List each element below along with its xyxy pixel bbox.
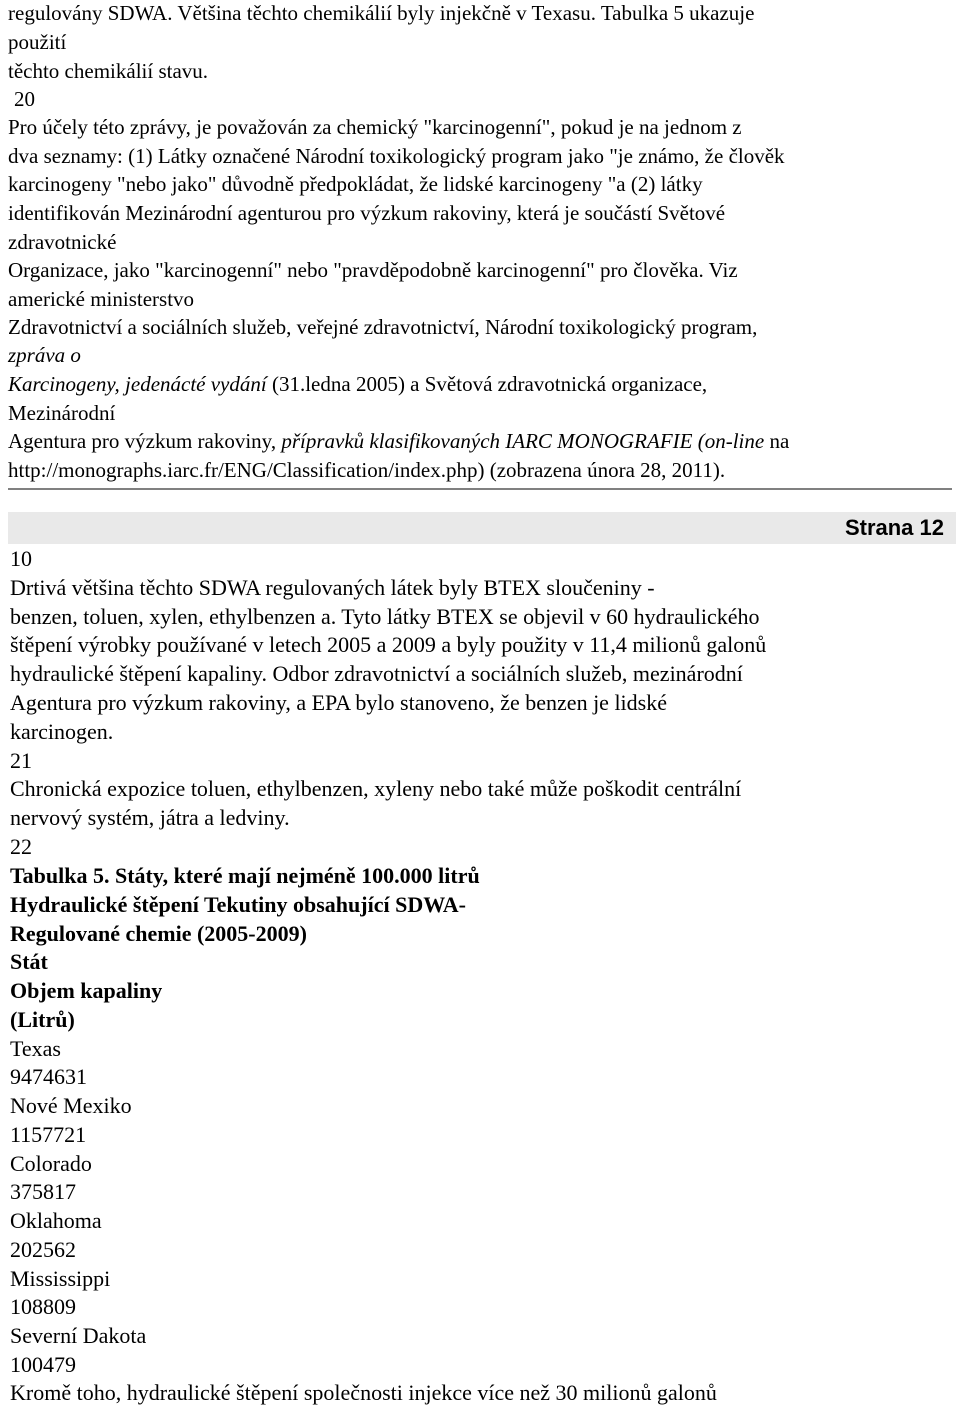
text-line: dva seznamy: (1) Látky označené Národní toxikologický program jako "je známo, že člověk — [8, 144, 785, 168]
page-divider — [8, 488, 952, 490]
table-title-line: Regulované chemie (2005-2009) — [10, 921, 307, 946]
table-cell-volume: 108809 — [10, 1294, 76, 1319]
text-line: Pro účely této zprávy, je považován za chemický "karcinogenní", pokud je na jednom z — [8, 115, 742, 139]
citation-end: na — [764, 429, 790, 453]
table-cell-state: Texas — [10, 1036, 61, 1061]
text-line: Drtivá většina těchto SDWA regulovaných látek byly BTEX sloučeniny - — [10, 575, 655, 600]
citation-italic: přípravků klasifikovaných IARC MONOGRAFIE (on-line — [281, 429, 765, 453]
table-cell-volume: 100479 — [10, 1352, 76, 1377]
table-cell-state: Oklahoma — [10, 1208, 102, 1233]
text-line — [8, 371, 707, 397]
table-title-line: Tabulka 5. Státy, které mají nejméně 100.000 litrů — [10, 863, 480, 888]
table-cell-volume: 202562 — [10, 1237, 76, 1262]
table-cell-volume: 1157721 — [10, 1122, 87, 1147]
table-cell-state: Mississippi — [10, 1266, 111, 1291]
text-line: benzen, toluen, xylen, ethylbenzen a. Tyto látky BTEX se objevil v 60 hydraulického — [10, 604, 760, 629]
table-cell-state: Colorado — [10, 1151, 92, 1176]
table-header-volume: Objem kapaliny — [10, 978, 163, 1003]
text-line: Chronická expozice toluen, ethylbenzen, xyleny nebo také může poškodit centrální — [10, 776, 742, 801]
text-line — [8, 428, 789, 454]
table-title-line: Hydraulické štěpení Tekutiny obsahující SDWA- — [10, 892, 466, 917]
table-cell-state: Severní Dakota — [10, 1323, 147, 1348]
citation-start: Agentura pro výzkum rakoviny, — [8, 429, 282, 453]
citation-rest: (31.ledna 2005) a Světová zdravotnická organizace, — [266, 372, 708, 396]
page-number-banner — [8, 512, 956, 544]
text-line: těchto chemikálií stavu. — [8, 59, 209, 83]
citation-title: Karcinogeny, jedenácté vydání — [8, 372, 267, 396]
footnote-number: 10 — [10, 546, 32, 571]
text-line: nervový systém, játra a ledviny. — [10, 805, 290, 830]
text-line: Zdravotnictví a sociálních služeb, veřejné zdravotnictví, Národní toxikologický program, — [8, 315, 758, 339]
table-header-state: Stát — [10, 949, 48, 974]
text-line: štěpení výrobky používané v letech 2005 a 2009 a byly použity v 11,4 milionů galonů — [10, 632, 767, 657]
text-line: americké ministerstvo — [8, 287, 195, 311]
citation-url-line: http://monographs.iarc.fr/ENG/Classification/index.php) (zobrazena února 28, 2011). — [8, 458, 726, 482]
table-cell-volume: 375817 — [10, 1179, 76, 1204]
text-line: Kromě toho, hydraulické štěpení společnosti injekce více než 30 milionů galonů — [10, 1380, 717, 1405]
text-line: Agentura pro výzkum rakoviny, a EPA bylo stanoveno, že benzen je lidské — [10, 690, 667, 715]
text-line: Mezinárodní — [8, 401, 116, 425]
text-line: karcinogeny "nebo jako" důvodně předpokládat, že lidské karcinogeny "a (2) látky — [8, 172, 703, 196]
footnote-number: 21 — [10, 748, 32, 773]
text-line: regulovány SDWA. Většina těchto chemikálií byly injekčně v Texasu. Tabulka 5 ukazuje — [8, 1, 755, 25]
table-header-unit: (Litrů) — [10, 1007, 75, 1032]
table-cell-volume: 9474631 — [10, 1064, 87, 1089]
text-line-italic: zpráva o — [8, 343, 81, 367]
page-number-label: Strana 12 — [844, 515, 944, 540]
text-line: karcinogen. — [10, 719, 114, 744]
footnote-number: 22 — [10, 834, 32, 859]
text-line: hydraulické štěpení kapaliny. Odbor zdravotnictví a sociálních služeb, mezinárodní — [10, 661, 743, 686]
text-line: zdravotnické — [8, 230, 117, 254]
text-line: použití — [8, 30, 67, 54]
text-line: identifikován Mezinárodní agenturou pro výzkum rakoviny, která je součástí Světové — [8, 201, 726, 225]
table-cell-state: Nové Mexiko — [10, 1093, 132, 1118]
text-line: Organizace, jako "karcinogenní" nebo "pravděpodobně karcinogenní" pro člověka. Viz — [8, 258, 738, 282]
footnote-number: 20 — [14, 87, 35, 111]
